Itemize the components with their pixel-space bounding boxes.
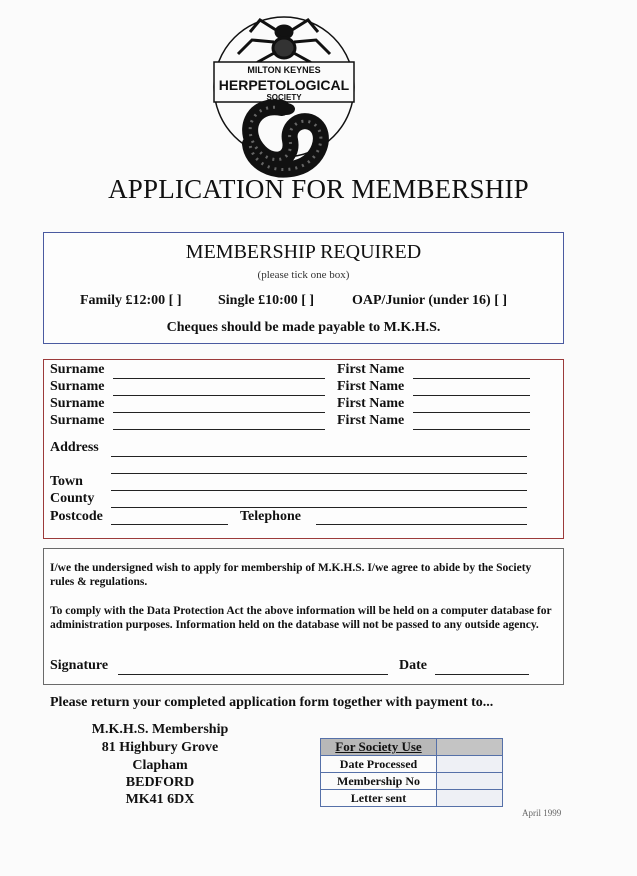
declaration-box [43,548,564,685]
membership-no-cell[interactable] [437,773,503,790]
option-oap-junior-checkbox[interactable]: OAP/Junior (under 16) [ ] [352,293,508,308]
first-name-label: First Name [337,362,405,377]
surname-field[interactable] [113,378,325,379]
cheques-note: Cheques should be made payable to M.K.H.S. [166,320,441,335]
first-name-field[interactable] [413,395,530,396]
date-field[interactable] [435,674,529,675]
address-line: MK41 6DX [125,792,195,807]
first-name-field[interactable] [413,412,530,413]
address-label: Address [50,440,99,455]
svg-text:SOCIETY: SOCIETY [266,93,302,102]
page-title: APPLICATION FOR MEMBERSHIP [108,174,529,204]
surname-label: Surname [50,362,105,377]
society-logo [212,12,358,182]
signature-field[interactable] [118,674,388,675]
first-name-label: First Name [337,379,405,394]
membership-no-label: Membership No [321,773,437,790]
address-field-line-2[interactable] [111,473,527,474]
society-use-header: For Society Use [321,739,437,756]
letter-sent-cell[interactable] [437,790,503,807]
first-name-label: First Name [337,413,405,428]
details-box [43,359,564,539]
letter-sent-label: Letter sent [321,790,437,807]
address-line: 81 Highbury Grove [101,740,219,755]
surname-field[interactable] [113,412,325,413]
postcode-label: Postcode [50,509,103,524]
svg-text:HERPETOLOGICAL: HERPETOLOGICAL [218,77,350,93]
telephone-label: Telephone [240,509,301,524]
first-name-field[interactable] [413,429,530,430]
telephone-field[interactable] [316,524,527,525]
town-field[interactable] [111,490,527,491]
surname-field[interactable] [113,429,325,430]
data-protection-text: To comply with the Data Protection Act the above information will be held on a computer database for administration purposes. Information held on the database will not be passed to any outside agency. [50,605,552,631]
surname-label: Surname [50,413,105,428]
surname-label: Surname [50,396,105,411]
first-name-label: First Name [337,396,405,411]
surname-label: Surname [50,379,105,394]
tick-note: (please tick one box) [257,269,350,281]
option-family-checkbox[interactable]: Family £12:00 [ ] [80,293,182,308]
snake-icon [250,103,321,170]
address-line: M.K.H.S. Membership [91,722,229,737]
surname-field[interactable] [113,395,325,396]
society-use-header-cell [437,739,503,756]
option-single-checkbox[interactable]: Single £10:00 [ ] [218,293,315,308]
form-date-stamp: April 1999 [522,808,562,818]
county-label: County [50,491,95,506]
agreement-text: I/we the undersigned wish to apply for membership of M.K.H.S. I/we agree to abide by the Society rules & regulations. [50,562,532,588]
address-line: BEDFORD [125,775,195,790]
date-processed-label: Date Processed [321,756,437,773]
society-use-table [320,738,503,807]
return-instructions: Please return your completed application form together with payment to... [50,695,494,710]
membership-heading: MEMBERSHIP REQUIRED [185,241,422,263]
county-field[interactable] [111,507,527,508]
postcode-field[interactable] [111,524,228,525]
date-label: Date [399,658,427,673]
address-line: Clapham [132,758,188,773]
town-label: Town [50,474,83,489]
address-field-line-1[interactable] [111,456,527,457]
signature-label: Signature [50,658,109,673]
date-processed-cell[interactable] [437,756,503,773]
membership-box [43,232,564,344]
first-name-field[interactable] [413,378,530,379]
svg-text:MILTON KEYNES: MILTON KEYNES [247,65,321,75]
